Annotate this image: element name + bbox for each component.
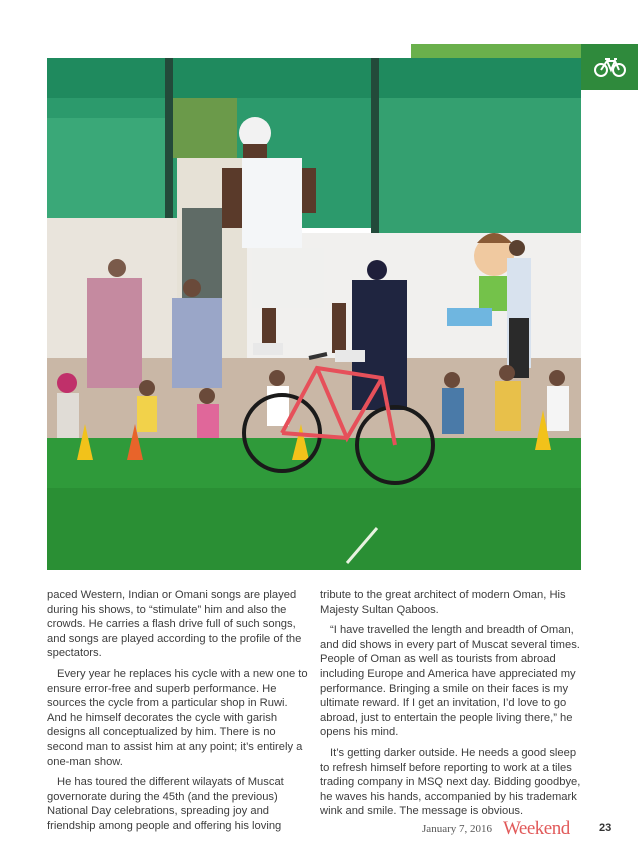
page-number: 23: [599, 822, 612, 834]
bicycle-icon: [593, 56, 627, 78]
article-right-column: [320, 588, 582, 825]
issue-date: January 7, 2016: [422, 823, 492, 835]
section-icon-box: [581, 44, 638, 90]
article-paragraph: paced Western, Indian or Omani songs are played during his shows, to “stimulate” him and also the crowds. He carries a flash drive full of such songs, and songs are played according to the profile of the spectators.: [47, 589, 302, 660]
magazine-brand: Weekend: [503, 818, 570, 839]
article-paragraph: It’s getting darker outside. He needs a good sleep to refresh himself before reporting to work at a tiles trading company in MSQ next day. Bidding goodbye, he waves his hands, accompanied by his trademark wink and smile. The message is obvious.: [320, 746, 581, 818]
article-paragraph: He has toured the different wilayats of Muscat governorate during the 45th (and the previous) National Day celebrations, spreading joy and friendship among people and offering his loving: [47, 776, 284, 832]
article-paragraph: tribute to the great architect of modern Oman, His Majesty Sultan Qaboos.: [320, 589, 566, 616]
article-left-column: [47, 588, 309, 840]
article-paragraph: “I have travelled the length and breadth of Oman, and did shows in every part of Muscat several times. People of Oman as well as tourists from abroad including Europe and America have appreciated my performance. Bringing a smile on their faces is my ultimate reward. If I get an invitation, I’d love to go abroad, just to entertain the people living there,” he opens his mind.: [320, 624, 580, 739]
page-footer: [0, 818, 638, 842]
article-paragraph: Every year he replaces his cycle with a new one to ensure error-free and superb performance. He sources the cycle from a particular shop in Ruwi. And he himself decorates the cycle with garish designs all conceptualized by him. There is no second man to assist him at any point; it’s entirely a one-man show.: [47, 667, 308, 768]
cyclist-performance-photo: [47, 58, 581, 570]
